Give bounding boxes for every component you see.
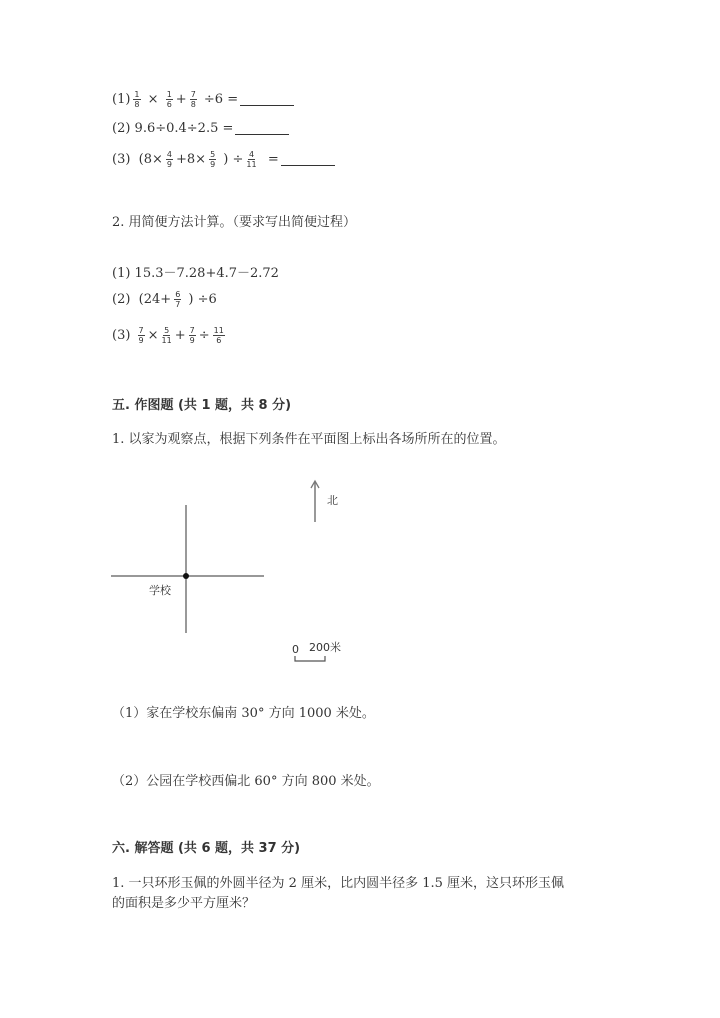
school-point: [183, 573, 189, 579]
expression-text: ) ÷6: [184, 292, 217, 307]
question-2-title: 2. 用简便方法计算。（要求写出简便过程）: [112, 215, 357, 230]
expression-text: (2) 9.6÷0.4÷2.5 =: [112, 121, 234, 136]
denominator: 6: [166, 100, 172, 109]
expression-line: [112, 150, 335, 169]
numerator: 4: [166, 150, 173, 159]
expression-text: (2) (24+: [112, 292, 172, 307]
denominator: 11: [246, 160, 257, 169]
expression-text: (1): [112, 92, 131, 107]
numerator: 1: [134, 90, 140, 99]
fraction: [133, 90, 140, 109]
denominator: 9: [189, 336, 195, 345]
expression-text: =: [259, 152, 279, 167]
numerator: 4: [248, 150, 255, 159]
fraction: [162, 326, 172, 345]
section-6-question-1-line-2: 的面积是多少平方厘米？: [112, 896, 256, 911]
expression-line: [112, 326, 228, 345]
answer-blank[interactable]: [281, 153, 335, 166]
fraction: [174, 290, 181, 309]
expression-text: ) ÷: [219, 152, 244, 167]
answer-blank[interactable]: [235, 122, 289, 135]
expression-text: ×: [147, 328, 159, 343]
expression-text: +8×: [176, 152, 207, 167]
expression-line: [112, 121, 289, 136]
denominator: 8: [190, 100, 196, 109]
expression-text: +: [175, 92, 187, 107]
numerator: 5: [210, 150, 216, 159]
north-label: 北: [327, 494, 338, 507]
expression-text: ÷: [198, 328, 210, 343]
scale-zero: 0: [292, 643, 299, 656]
answer-blank[interactable]: [240, 93, 294, 106]
denominator: 9: [210, 160, 216, 169]
section-5-sub-1: （1）家在学校东偏南 30° 方向 1000 米处。: [112, 706, 375, 721]
expression-text: ÷6 =: [199, 92, 239, 107]
numerator: 5: [164, 326, 170, 335]
fraction: [189, 326, 196, 345]
denominator: 9: [138, 336, 144, 345]
expression-text: +: [174, 328, 186, 343]
fraction: [190, 90, 197, 109]
fraction: [209, 150, 216, 169]
expression-line: [112, 290, 217, 309]
expression-line: [112, 90, 294, 109]
map-diagram: [100, 470, 360, 670]
fraction: [213, 326, 225, 345]
numerator: 1: [166, 90, 172, 99]
denominator: 6: [216, 336, 222, 345]
scale-label: 200米: [309, 641, 341, 654]
expression-line: [112, 262, 279, 281]
expression-text: (3) (8×: [112, 152, 163, 167]
numerator: 7: [190, 90, 196, 99]
expression-text: (1) 15.3－7.28+4.7－2.72: [112, 266, 279, 281]
school-label: 学校: [149, 584, 171, 597]
numerator: 11: [213, 326, 224, 335]
expression-text: ×: [143, 92, 163, 107]
fraction: [166, 90, 173, 109]
denominator: 9: [166, 160, 173, 169]
section-6-question-1-line-1: 1. 一只环形玉佩的外圆半径为 2 厘米，比内圆半径多 1.5 厘米，这只环形玉佩: [112, 876, 565, 891]
fraction: [166, 150, 173, 169]
numerator: 7: [138, 326, 144, 335]
north-arrow-icon: [311, 481, 319, 522]
numerator: 7: [189, 326, 195, 335]
fraction: [246, 150, 256, 169]
scale-bar: [295, 656, 325, 661]
numerator: 6: [175, 290, 181, 299]
section-5-title: 五. 作图题 (共 1 题，共 8 分): [112, 398, 292, 413]
expression-text: (3): [112, 328, 135, 343]
section-5-question-1: 1. 以家为观察点，根据下列条件在平面图上标出各场所所在的位置。: [112, 432, 506, 447]
section-5-sub-2: （2）公园在学校西偏北 60° 方向 800 米处。: [112, 774, 380, 789]
section-6-title: 六. 解答题 (共 6 题，共 37 分): [112, 841, 301, 856]
denominator: 8: [134, 100, 140, 109]
denominator: 11: [161, 336, 172, 345]
denominator: 7: [175, 300, 181, 309]
fraction: [138, 326, 145, 345]
